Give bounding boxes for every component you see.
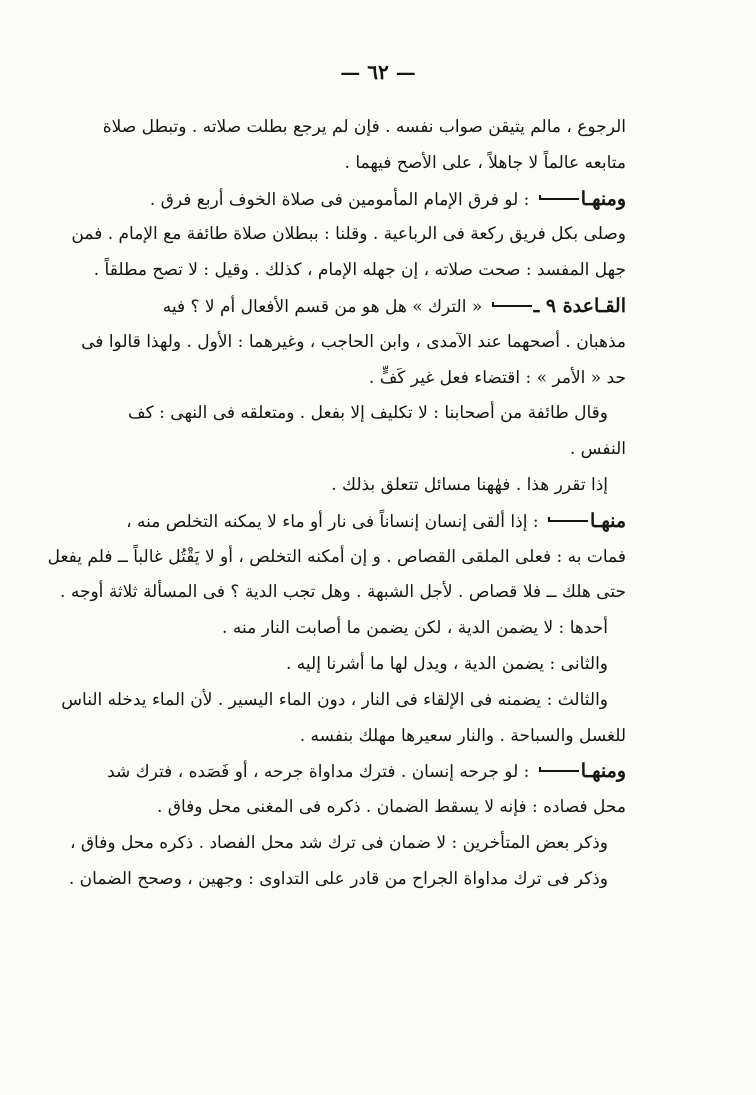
- page-number: — ٦٢ —: [340, 60, 416, 84]
- heading-flourish: [548, 517, 588, 522]
- text-line: [126, 361, 626, 397]
- line-text: إذا تقرر هذا . فهٰهنا مسائل تتعلق بذلك .: [331, 474, 608, 495]
- text-line: [126, 504, 626, 540]
- text-line: [102, 110, 626, 146]
- text-line: [126, 146, 626, 182]
- text-line: [60, 575, 626, 611]
- section-heading: القـاعدة ٩ ـ: [533, 294, 626, 317]
- section-heading: ومنهـا: [580, 760, 626, 783]
- text-line: [81, 325, 626, 361]
- line-text: حتى هلك ــ فلا قصاص . لأجل الشبهة . وهل تجب الدية ؟ فى المسألة ثلاثة أوجه .: [60, 582, 626, 603]
- line-text: والثانى : يضمن الدية ، ويدل لها ما أشرنا إليه .: [286, 653, 608, 674]
- line-text: وقال طائفة من أصحابنا : لا تكليف إلا بفعل . ومتعلقه فى النهى : كف: [128, 403, 608, 424]
- line-text: : لو فرق الإمام المأمومين فى صلاة الخوف أربع فرق .: [149, 189, 530, 210]
- line-text: محل فصاده : فإنه لا يسقط الضمان . ذكره فى المغنى محل وفاق .: [156, 797, 626, 818]
- line-text: : إذا ألقى إنسان إنساناً فى نار أو ماء لا يمكنه التخلص منه ،: [126, 511, 539, 532]
- line-text: أحدها : لا يضمن الدية ، لكن يضمن ما أصابت النار منه .: [222, 618, 608, 639]
- line-text: « الترك » هل هو من قسم الأفعال أم لا ؟ فيه: [162, 296, 483, 317]
- line-text: متابعه عالماً لا جاهلاً ، على الأصح فيهما .: [344, 152, 626, 173]
- line-text: النفس .: [569, 439, 626, 460]
- text-line: [126, 647, 626, 683]
- line-text: للغسل والسباحة . والنار سعيرها مهلك بنفسه .: [299, 725, 626, 746]
- text-line: [126, 182, 626, 218]
- text-line: [126, 790, 626, 826]
- text-line: [126, 719, 626, 755]
- line-text: فمات به : فعلى الملقى القصاص . و إن أمكنه التخلص ، أو لا يَقْتُل غالباً ــ فلم يفعل: [47, 546, 626, 567]
- line-text: جهل المفسد : صحت صلاته ، إن جهله الإمام ، كذلك . وقيل : لا تصح مطلقاً .: [93, 260, 626, 281]
- text-line: [93, 253, 626, 289]
- text-line: [107, 754, 626, 790]
- text-line: [126, 432, 626, 468]
- text-line: [126, 468, 626, 504]
- text-line: [61, 683, 626, 719]
- line-text: والثالث : يضمنه فى الإلقاء فى النار ، دون الماء اليسير . لأن الماء يدخله الناس: [61, 689, 608, 710]
- line-text: مذهبان . أصحهما عند الآمدى ، وابن الحاجب ، وغيرهما : الأول . ولهذا قالوا فى: [81, 331, 626, 352]
- section-heading: ومنهـا: [580, 187, 626, 210]
- line-text: : لو جرحه إنسان . فترك مداواة جرحه ، أو فَصَده ، فترك شد: [107, 762, 530, 783]
- text-line: [47, 540, 626, 576]
- heading-flourish: [492, 302, 532, 307]
- line-text: حد « الأمر » : اقتضاء فعل غير كَفٍّ .: [368, 367, 626, 388]
- text-line: [126, 396, 626, 432]
- line-text: وذكر فى ترك مداواة الجراح من قادر على التداوى : وجهين ، وصحح الضمان .: [68, 868, 608, 889]
- text-line: [68, 862, 626, 898]
- text-line: [71, 217, 626, 253]
- text-line: [69, 826, 626, 862]
- section-heading: منهـا: [589, 509, 626, 532]
- heading-flourish: [539, 767, 579, 772]
- line-text: وذكر بعض المتأخرين : لا ضمان فى ترك شد محل الفصاد . ذكره محل وفاق ،: [69, 832, 608, 853]
- text-line: [126, 289, 626, 325]
- heading-flourish: [539, 195, 579, 200]
- line-text: الرجوع ، مالم يتيقن صواب نفسه . فإن لم يرجع بطلت صلاته . وتبطل صلاة: [102, 117, 626, 137]
- body-text: [47, 110, 626, 898]
- text-line: [126, 611, 626, 647]
- line-text: وصلى بكل فريق ركعة فى الرباعية . وقلنا : ببطلان صلاة طائفة مع الإمام . فمن: [71, 224, 626, 245]
